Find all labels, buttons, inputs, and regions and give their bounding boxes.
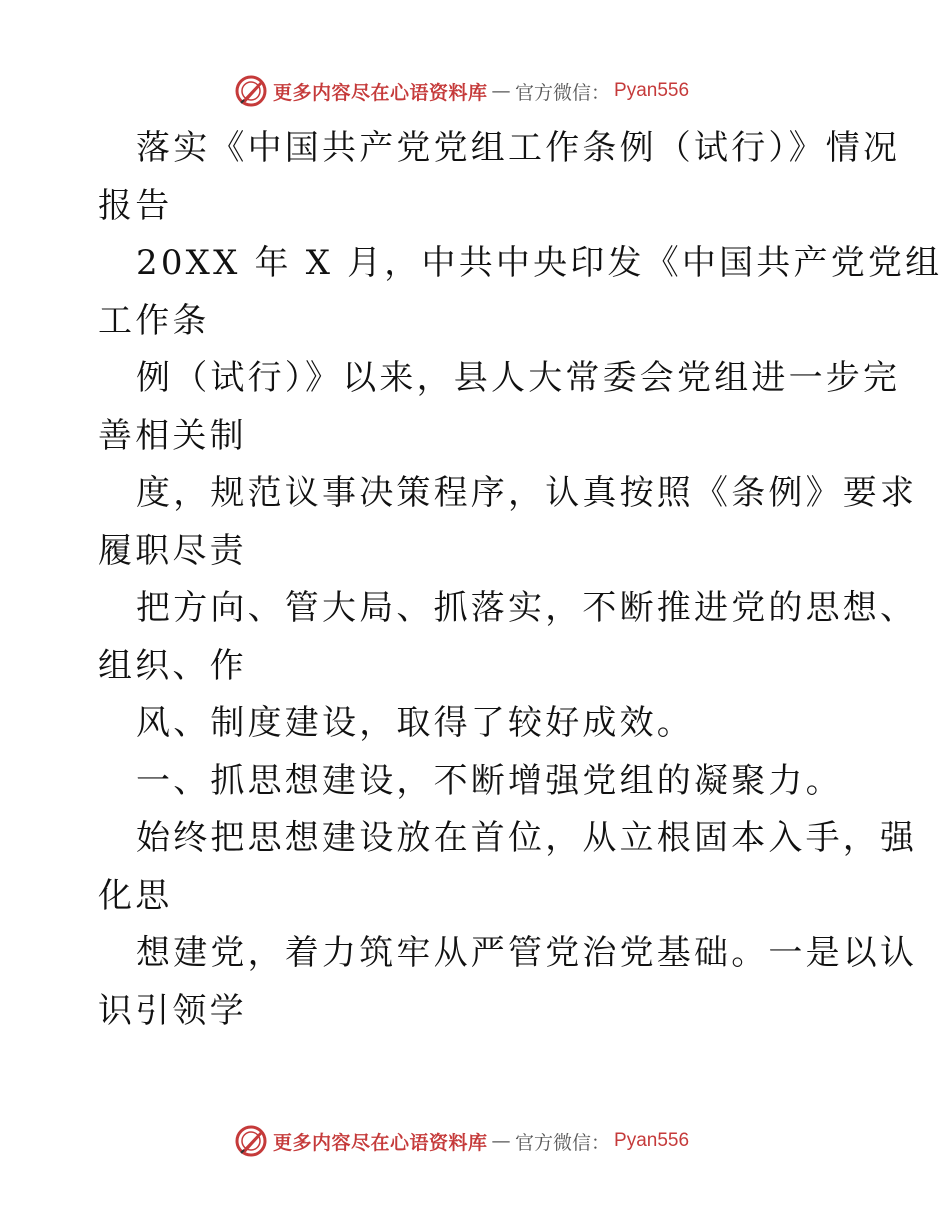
watermark-wechat-id: Pyan556	[614, 80, 690, 101]
watermark-official-label: 官方微信：	[515, 1131, 611, 1154]
document-body	[98, 120, 943, 1040]
section-heading: 一、抓思想建设，不断增强党组的凝聚力。	[136, 760, 843, 801]
paragraph-line: 始终把思想建设放在首位，从立根固本入手，强	[136, 818, 918, 858]
paragraph-line: 工作条	[98, 300, 210, 341]
title-line-1: 落实《中国共产党党组工作条例（试行）》情况	[136, 128, 901, 168]
paragraph-line: 把方向、管大局、抓落实，不断推进党的思想、	[136, 588, 918, 628]
watermark-dash: —	[491, 80, 512, 102]
paragraph-line: 化思	[98, 875, 173, 916]
paragraph-line: 想建党，着力筑牢从严管党治党基础。一是以认	[136, 933, 918, 973]
watermark-dash: —	[491, 1130, 512, 1152]
watermark-site-text: 更多内容尽在心语资料库	[273, 1131, 488, 1154]
paragraph-line: 风、制度建设，取得了较好成效。	[136, 703, 694, 743]
watermark-footer	[233, 1121, 713, 1161]
title-line-2: 报告	[98, 185, 173, 226]
paragraph-line: 20XX 年 X 月，中共中央印发《中国共产党党组	[136, 243, 943, 283]
watermark-wechat-id: Pyan556	[614, 1130, 690, 1151]
paragraph-line: 识引领学	[98, 990, 247, 1031]
watermark-header	[233, 71, 713, 111]
paragraph-line: 例（试行）》以来，县人大常委会党组进一步完	[136, 358, 901, 398]
paragraph-line: 履职尽责	[98, 530, 247, 571]
watermark-official-label: 官方微信：	[515, 81, 611, 104]
quill-pen-seal-icon	[233, 1123, 269, 1159]
watermark-site-text: 更多内容尽在心语资料库	[273, 81, 488, 104]
paragraph-line: 善相关制	[98, 415, 247, 456]
quill-pen-seal-icon	[233, 73, 269, 109]
paragraph-line: 组织、作	[98, 645, 247, 686]
paragraph-line: 度，规范议事决策程序，认真按照《条例》要求	[136, 473, 918, 513]
